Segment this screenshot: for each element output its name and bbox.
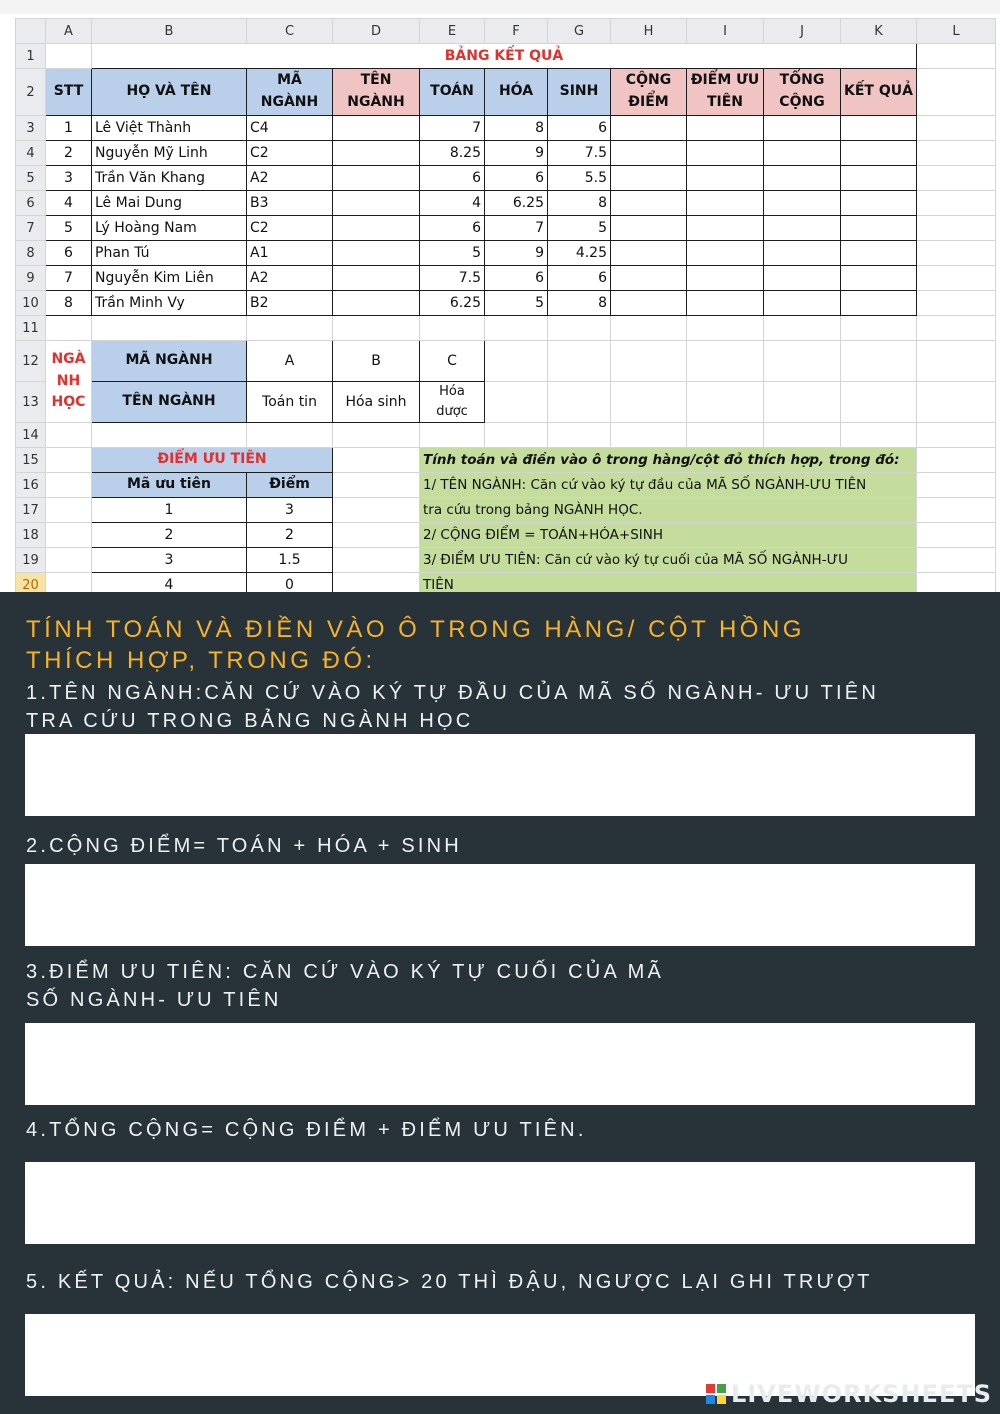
row-number: 2	[16, 69, 46, 116]
uu-tien-ma: 2	[92, 523, 247, 548]
cell-sinh: 8	[548, 291, 611, 316]
table-row	[16, 166, 996, 191]
column-letter: E	[420, 19, 485, 44]
cell-code: C4	[247, 116, 333, 141]
nganh-code: B	[333, 341, 420, 382]
cell-sinh: 4.25	[548, 241, 611, 266]
excel-top-strip	[0, 0, 1000, 14]
question-2: 2.CỘNG ĐIỂM= TOÁN + HÓA + SINH	[26, 835, 462, 857]
table-row	[16, 191, 996, 216]
worksheet-title: TÍNH TOÁN VÀ ĐIỀN VÀO Ô TRONG HÀNG/ CỘT HỒNG THÍCH HỢP, TRONG ĐÓ:	[26, 616, 805, 674]
uu-tien-diem: 3	[247, 498, 333, 523]
cell-name: Trần Văn Khang	[92, 166, 247, 191]
table-title: BẢNG KẾT QUẢ	[92, 44, 917, 69]
spreadsheet-grid	[15, 18, 996, 592]
cell-sinh: 6	[548, 116, 611, 141]
ma-nganh-label: MÃ NGÀNH	[92, 341, 247, 382]
select-all-corner	[16, 19, 46, 44]
table-row	[16, 573, 996, 592]
cell-toan: 7	[420, 116, 485, 141]
answer-input-2[interactable]	[25, 864, 975, 946]
row-number: 12	[16, 341, 46, 382]
header-tong-cong: TỔNG CỘNG	[764, 69, 841, 116]
instruction-line: 3/ ĐIỂM ƯU TIÊN: Căn cứ vào ký tự cuối của MÃ SỐ NGÀNH-ƯU	[420, 548, 917, 573]
cell-sinh: 7.5	[548, 141, 611, 166]
row-number: 19	[16, 548, 46, 573]
cell-name: Lý Hoàng Nam	[92, 216, 247, 241]
cell-stt: 1	[46, 116, 92, 141]
header-stt: STT	[46, 69, 92, 116]
uu-tien-diem: 2	[247, 523, 333, 548]
question-1: 1.TÊN NGÀNH:CĂN CỨ VÀO KÝ TỰ ĐẦU CỦA MÃ SỐ NGÀNH- ƯU TIÊN TRA CỨU TRONG BẢNG NGÀNH HỌC	[26, 682, 879, 732]
cell-name: Phan Tú	[92, 241, 247, 266]
header-ket-qua: KẾT QUẢ	[841, 69, 917, 116]
nganh-name: Hóa dược	[420, 382, 485, 423]
table-row	[16, 241, 996, 266]
row-number: 17	[16, 498, 46, 523]
table-row	[16, 523, 996, 548]
instruction-line: tra cứu trong bảng NGÀNH HỌC.	[420, 498, 917, 523]
nganh-hoc-label: NGÀ NH HỌC	[46, 341, 92, 423]
header-toan: TOÁN	[420, 69, 485, 116]
cell-code: B2	[247, 291, 333, 316]
uu-tien-ma: 3	[92, 548, 247, 573]
question-5: 5. KẾT QUẢ: NẾU TỔNG CỘNG> 20 THÌ ĐẬU, NGƯỢC LẠI GHI TRƯỢT	[26, 1271, 873, 1293]
column-letter: I	[687, 19, 764, 44]
uu-tien-ma: 1	[92, 498, 247, 523]
row-number: 15	[16, 448, 46, 473]
cell-toan: 5	[420, 241, 485, 266]
cell-stt: 5	[46, 216, 92, 241]
cell-stt: 7	[46, 266, 92, 291]
instruction-line: 1/ TÊN NGÀNH: Căn cứ vào ký tự đầu của MÃ SỐ NGÀNH-ƯU TIÊN	[420, 473, 917, 498]
cell-hoa: 9	[485, 141, 548, 166]
column-letter: L	[917, 19, 996, 44]
nganh-name: Toán tin	[247, 382, 333, 423]
row-number: 4	[16, 141, 46, 166]
uu-tien-diem: 1.5	[247, 548, 333, 573]
row-number: 16	[16, 473, 46, 498]
uu-tien-ma: 4	[92, 573, 247, 592]
cell-toan: 7.5	[420, 266, 485, 291]
cell-code: C2	[247, 141, 333, 166]
cell-hoa: 6	[485, 266, 548, 291]
cell-hoa: 9	[485, 241, 548, 266]
cell-stt: 3	[46, 166, 92, 191]
nganh-code: A	[247, 341, 333, 382]
table-row	[16, 498, 996, 523]
header-ho-ten: HỌ VÀ TÊN	[92, 69, 247, 116]
row-number: 14	[16, 423, 46, 448]
cell-stt: 4	[46, 191, 92, 216]
question-3: 3.ĐIỂM ƯU TIÊN: CĂN CỨ VÀO KÝ TỰ CUỐI CỦA MÃ SỐ NGÀNH- ƯU TIÊN	[26, 961, 665, 1011]
column-letter: G	[548, 19, 611, 44]
cell-hoa: 5	[485, 291, 548, 316]
cell-toan: 6	[420, 166, 485, 191]
row-number: 9	[16, 266, 46, 291]
question-4: 4.TỔNG CỘNG= CỘNG ĐIỂM + ĐIỂM ƯU TIÊN.	[26, 1119, 587, 1141]
cell-code: A1	[247, 241, 333, 266]
cell-stt: 6	[46, 241, 92, 266]
cell-sinh: 5	[548, 216, 611, 241]
ten-nganh-label: TÊN NGÀNH	[92, 382, 247, 423]
cell-stt: 8	[46, 291, 92, 316]
cell-code: A2	[247, 166, 333, 191]
liveworksheets-watermark	[705, 1380, 992, 1408]
uu-tien-col2: Điểm	[247, 473, 333, 498]
row-number: 18	[16, 523, 46, 548]
row-number: 13	[16, 382, 46, 423]
cell-code: A2	[247, 266, 333, 291]
header-diem-uu-tien: ĐIỂM ƯU TIÊN	[687, 69, 764, 116]
uu-tien-title: ĐIỂM ƯU TIÊN	[92, 448, 333, 473]
column-header-row	[16, 19, 996, 44]
header-ten-nganh: TÊN NGÀNH	[333, 69, 420, 116]
spreadsheet-image	[0, 0, 1000, 592]
table-row	[16, 116, 996, 141]
answer-input-4[interactable]	[25, 1162, 975, 1244]
uu-tien-col1: Mã ưu tiên	[92, 473, 247, 498]
header-cong-diem: CỘNG ĐIỂM	[611, 69, 687, 116]
cell-sinh: 8	[548, 191, 611, 216]
cell-name: Trần Minh Vy	[92, 291, 247, 316]
instruction-line: Tính toán và điền vào ô trong hàng/cột đỏ thích hợp, trong đó:	[420, 448, 917, 473]
cell-ten-nganh-empty	[333, 116, 420, 141]
column-letter: D	[333, 19, 420, 44]
cell-name: Lê Mai Dung	[92, 191, 247, 216]
table-row	[16, 141, 996, 166]
row-number: 7	[16, 216, 46, 241]
cell-toan: 6.25	[420, 291, 485, 316]
cell-code: B3	[247, 191, 333, 216]
table-row	[16, 216, 996, 241]
header-hoa: HÓA	[485, 69, 548, 116]
cell-code: C2	[247, 216, 333, 241]
cell-name: Nguyễn Kim Liên	[92, 266, 247, 291]
column-letter: B	[92, 19, 247, 44]
column-letter: J	[764, 19, 841, 44]
cell-sinh: 5.5	[548, 166, 611, 191]
instruction-line: 2/ CỘNG ĐIỂM = TOÁN+HÓA+SINH	[420, 523, 917, 548]
cell-stt: 2	[46, 141, 92, 166]
table-row	[16, 291, 996, 316]
watermark-text: LIVEWORKSHEETS	[731, 1380, 992, 1408]
header-ma-nganh: MÃ NGÀNH	[247, 69, 333, 116]
row-number: 1	[16, 44, 46, 69]
table-row	[16, 266, 996, 291]
row-number: 11	[16, 316, 46, 341]
row-number: 5	[16, 166, 46, 191]
column-letter: H	[611, 19, 687, 44]
uu-tien-diem: 0	[247, 573, 333, 592]
cell-name: Nguyễn Mỹ Linh	[92, 141, 247, 166]
row-number: 3	[16, 116, 46, 141]
cell-sinh: 6	[548, 266, 611, 291]
cell-hoa: 6	[485, 166, 548, 191]
header-sinh: SINH	[548, 69, 611, 116]
table-row	[16, 548, 996, 573]
row-number: 20	[16, 573, 46, 592]
cell-hoa: 6.25	[485, 191, 548, 216]
cell-toan: 8.25	[420, 141, 485, 166]
liveworksheets-logo-icon	[705, 1383, 727, 1405]
cell-name: Lê Việt Thành	[92, 116, 247, 141]
row-number: 6	[16, 191, 46, 216]
row-number: 8	[16, 241, 46, 266]
answer-input-3[interactable]	[25, 1023, 975, 1105]
answer-input-1[interactable]	[25, 734, 975, 816]
column-letter: C	[247, 19, 333, 44]
cell-toan: 6	[420, 216, 485, 241]
instruction-line: TIÊN	[420, 573, 917, 592]
cell-toan: 4	[420, 191, 485, 216]
column-letter: A	[46, 19, 92, 44]
cell-hoa: 8	[485, 116, 548, 141]
row-number: 10	[16, 291, 46, 316]
column-letter: K	[841, 19, 917, 44]
nganh-code: C	[420, 341, 485, 382]
cell-hoa: 7	[485, 216, 548, 241]
column-letter: F	[485, 19, 548, 44]
nganh-name: Hóa sinh	[333, 382, 420, 423]
